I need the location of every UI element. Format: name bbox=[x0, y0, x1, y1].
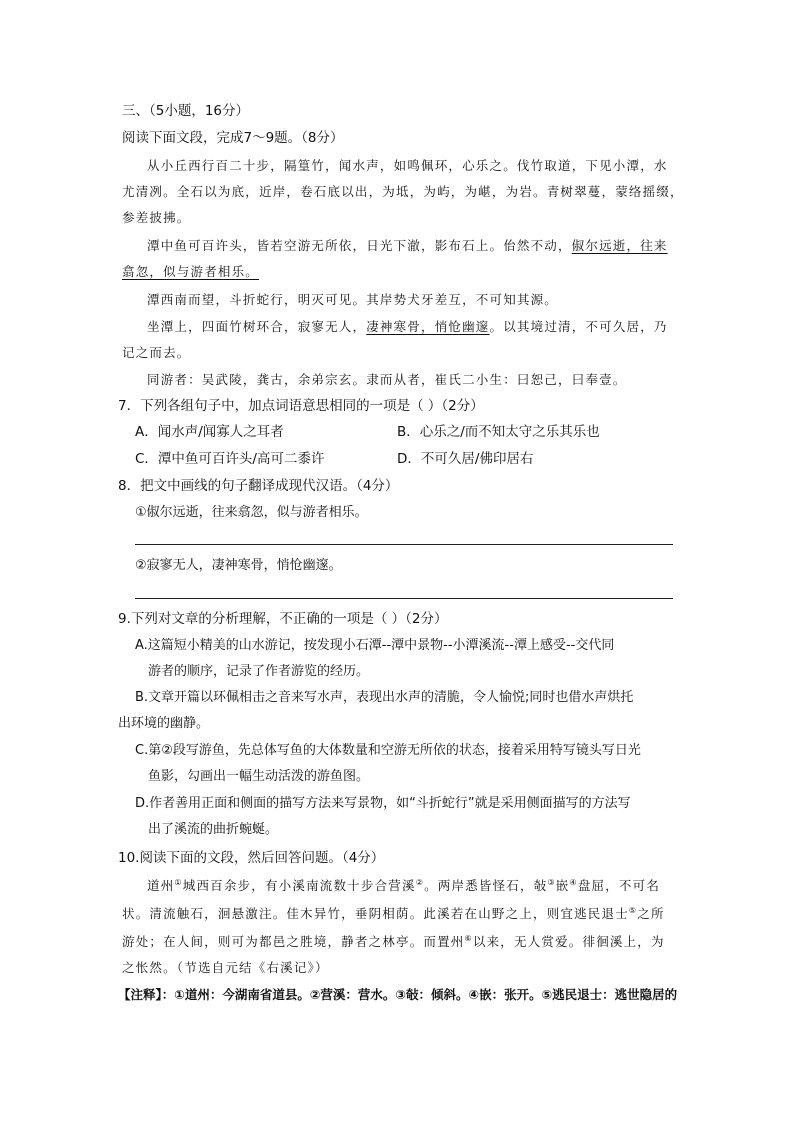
footnote-marker: ③ bbox=[547, 877, 556, 887]
answer-line-1 bbox=[135, 544, 673, 545]
q10-passage-line1 bbox=[147, 876, 660, 896]
q10-text: 盘屈，不可名 bbox=[577, 878, 661, 893]
q10-passage-line3 bbox=[122, 932, 665, 952]
passage-p1-line1: 从小丘西行百二十步，隔篁竹，闻水声，如鸣佩环，心乐之。伐竹取道，下见小潭，水 bbox=[147, 158, 668, 173]
q7-option-c: C．潭中鱼可百许头/高可二黍许 bbox=[135, 451, 325, 467]
footnote-marker: ① bbox=[174, 877, 183, 887]
footnote-marker: ⑤ bbox=[628, 905, 638, 915]
passage-p2-text: 潭中鱼可百许头，皆若空游无所依，日光下澈，影布石上。佁然不动， bbox=[147, 238, 572, 253]
reading-intro: 阅读下面文段，完成7～9题。（8分） bbox=[122, 130, 344, 146]
q8-sentence-2: ②寂寥无人，凄神寒骨，悄怆幽邃。 bbox=[135, 558, 342, 573]
footnote-marker: ⑥ bbox=[464, 933, 473, 943]
passage-p4-text2: 。以其境过清，不可久居，乃 bbox=[489, 319, 668, 334]
q10-text: 以来，无人赏爱。徘徊溪上，为 bbox=[472, 934, 665, 949]
q9-stem: 9.下列对文章的分析理解，不正确的一项是（ ）（2分） bbox=[118, 611, 448, 627]
passage-p2-line2 bbox=[122, 262, 259, 282]
q9-option-c-line1: C.第②段写游鱼，先总体写鱼的大体数量和空游无所依的状态，接着采用特写镜头写日光 bbox=[135, 743, 641, 758]
q9-option-a-line2: 游者的顺序，记录了作者游览的经历。 bbox=[148, 664, 370, 679]
q9-option-c-line2: 鱼影，勾画出一幅生动活泼的游鱼图。 bbox=[148, 769, 370, 784]
footnote-marker: ④ bbox=[569, 877, 578, 887]
q10-text: 。两岸悉皆怪石，敧 bbox=[424, 878, 548, 893]
q10-text: 道州 bbox=[147, 878, 175, 893]
answer-line-2 bbox=[135, 598, 673, 599]
q7-option-d: D．不可久居/佛印居右 bbox=[397, 451, 534, 467]
underlined-sentence-1b: 翕忽，似与游者相乐。 bbox=[122, 264, 260, 279]
underlined-sentence-2: 凄神寒骨，悄怆幽邃 bbox=[366, 319, 490, 334]
q10-text: 之所 bbox=[637, 906, 665, 921]
q9-option-b-line1: B.文章开篇以环佩相击之音来写水声，表现出水声的清脆，令人愉悦;同时也借水声烘托 bbox=[135, 690, 634, 705]
passage-p2-line1 bbox=[147, 236, 668, 256]
q9-option-d-line2: 出了溪流的曲折蜿蜒。 bbox=[148, 822, 279, 837]
underlined-sentence-1a: 俶尔远逝，往来 bbox=[571, 238, 668, 253]
q9-option-d-line1: D.作者善用正面和侧面的描写方法来写景物，如“斗折蛇行”就是采用侧面描写的方法写 bbox=[135, 796, 631, 811]
passage-p1-line3: 参差披拂。 bbox=[122, 210, 191, 225]
passage-p5: 同游者：吴武陵，龚古，余弟宗玄。隶而从者，崔氏二小生：曰恕己，曰奉壹。 bbox=[147, 372, 627, 387]
passage-p3: 潭西南而望，斗折蛇行，明灭可见。其岸势犬牙差互，不可知其源。 bbox=[147, 292, 559, 307]
section-heading: 三、（5小题，16分） bbox=[122, 103, 250, 119]
q7-option-a: A．闻水声/闻寡人之耳者 bbox=[135, 424, 284, 440]
q7-option-b: B．心乐之/而不知太守之乐其乐也 bbox=[397, 424, 600, 440]
footnote-marker: ② bbox=[415, 877, 425, 887]
passage-p1-line2: 尤清冽。全石以为底，近岸，卷石底以出，为坻，为屿，为嵁，为岩。青树翠蔓，蒙络摇缀， bbox=[122, 184, 684, 199]
passage-p4-line2: 记之而去。 bbox=[122, 345, 191, 360]
q9-option-b-line2: 出环境的幽静。 bbox=[118, 716, 210, 731]
q10-text: 游处；在人间，则可为都邑之胜境，静者之林亭。而置州 bbox=[122, 934, 465, 949]
q7-stem: 7．下列各组句子中，加点词语意思相同的一项是（ ）（2分） bbox=[118, 398, 484, 414]
passage-p4-text1: 坐潭上，四面竹树环合，寂寥无人， bbox=[147, 319, 367, 334]
q8-stem: 8．把文中画线的句子翻译成现代汉语。（4分） bbox=[118, 478, 399, 494]
annotation-note: 【注释】：①道州：今湖南省道县。②营溪：营水。③敧：倾斜。④嵌：张开。⑤逃民退士：逃世隐居的 bbox=[118, 987, 678, 1002]
q10-text: 状。清流触石，洄悬激注。佳木异竹，垂阴相荫。此溪若在山野之上，则宜逃民退士 bbox=[122, 906, 629, 921]
q10-text: 城西百余步，有小溪南流数十步合营溪 bbox=[182, 878, 416, 893]
q10-text: 嵌 bbox=[555, 878, 570, 893]
q10-stem: 10.阅读下面的文段，然后回答问题。（4分） bbox=[118, 850, 385, 866]
passage-p4-line1 bbox=[147, 317, 668, 337]
q9-option-a-line1: A.这篇短小精美的山水游记，按发现小石潭--潭中景物--小潭溪流--潭上感受--交代同 bbox=[135, 638, 615, 653]
q10-passage-line2 bbox=[122, 904, 665, 924]
q10-passage-line4: 之怅然。（节选自元结《右溪记》） bbox=[122, 960, 329, 975]
q8-sentence-1: ①俶尔远逝，往来翕忽，似与游者相乐。 bbox=[135, 505, 368, 520]
